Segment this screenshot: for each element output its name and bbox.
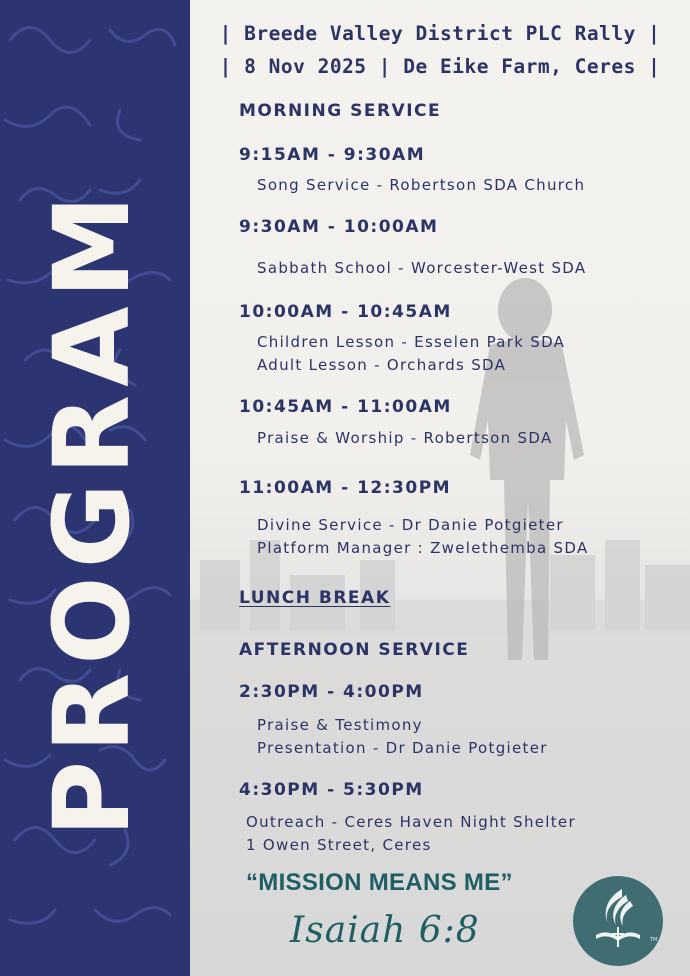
mission-slogan: “MISSION MEANS ME” (246, 869, 513, 896)
slot-time: 10:45AM - 11:00AM (239, 397, 452, 417)
event-title-line-2: | 8 Nov 2025 | De Eike Farm, Ceres | (219, 55, 661, 78)
slot-time: 9:30AM - 10:00AM (239, 217, 439, 237)
program-vertical-title: PROGRAM (31, 186, 153, 838)
slot-item: Praise & Testimony (257, 716, 423, 734)
afternoon-service-heading: AFTERNOON SERVICE (239, 640, 470, 660)
slot-item: Divine Service - Dr Danie Potgieter (257, 516, 564, 534)
slot-time: 4:30PM - 5:30PM (239, 780, 424, 800)
bible-verse: Isaiah 6:8 (290, 910, 480, 951)
slot-time: 10:00AM - 10:45AM (239, 302, 452, 322)
adventist-flame-bible-logo-icon (572, 875, 664, 967)
slot-item: Outreach - Ceres Haven Night Shelter (246, 813, 576, 831)
lunch-break-heading: LUNCH BREAK (239, 588, 391, 608)
slot-item: Children Lesson - Esselen Park SDA (257, 333, 566, 351)
morning-service-heading: MORNING SERVICE (239, 101, 442, 121)
slot-item: Platform Manager : Zwelethemba SDA (257, 539, 589, 557)
slot-time: 2:30PM - 4:00PM (239, 682, 424, 702)
slot-time: 9:15AM - 9:30AM (239, 145, 426, 165)
slot-item: Presentation - Dr Danie Potgieter (257, 739, 548, 757)
slot-item: Song Service - Robertson SDA Church (257, 176, 586, 194)
slot-item: Praise & Worship - Robertson SDA (257, 429, 553, 447)
slot-item: Adult Lesson - Orchards SDA (257, 356, 507, 374)
slot-item: 1 Owen Street, Ceres (246, 836, 432, 854)
svg-text:TM: TM (650, 937, 658, 943)
slot-time: 11:00AM - 12:30PM (239, 478, 452, 498)
event-title-line-1: | Breede Valley District PLC Rally | (219, 22, 661, 45)
slot-item: Sabbath School - Worcester-West SDA (257, 259, 587, 277)
